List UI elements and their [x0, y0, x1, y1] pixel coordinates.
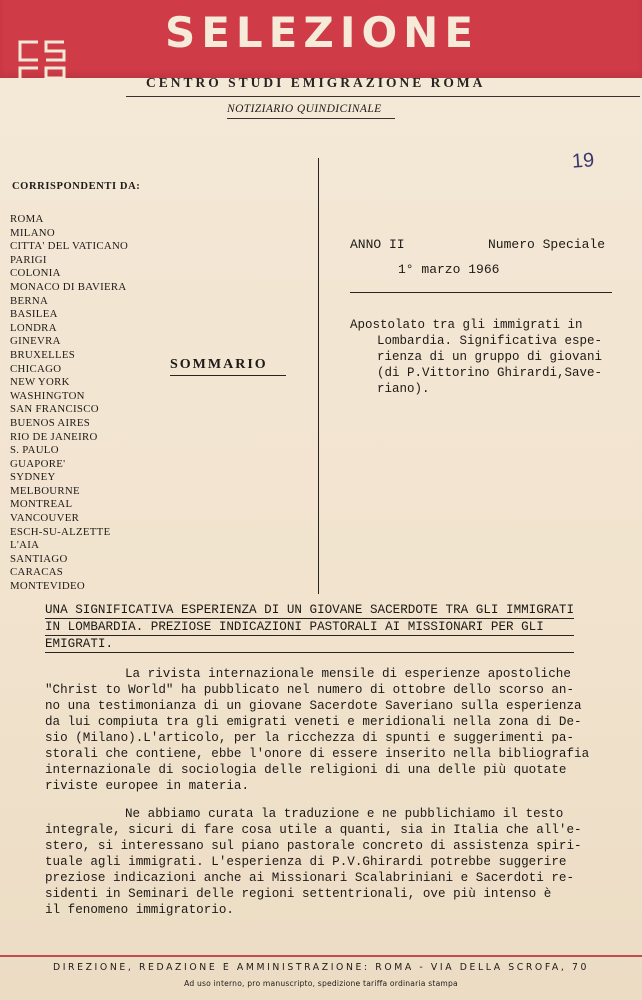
headline-line: UNA SIGNIFICATIVA ESPERIENZA DI UN GIOVANE SACERDOTE TRA GLI IMMIGRATI — [45, 603, 575, 617]
notiziario-label: NOTIZIARIO QUINDICINALE — [227, 103, 382, 115]
column-divider — [318, 158, 319, 594]
correspondent-city: ESCH-SU-ALZETTE — [10, 525, 111, 538]
notiziario-rule — [227, 118, 395, 119]
header-rule — [126, 96, 640, 97]
paragraph-line: "Christ to World" ha pubblicato nel numero di ottobre dello scorso an- — [45, 683, 575, 697]
paragraph-line: il fenomeno immigratorio. — [45, 903, 234, 917]
paragraph-line: no una testimonianza di un giovane Sacerdote Saveriano sulla esperienza — [45, 699, 582, 713]
paragraph-line: Ne abbiamo curata la traduzione e ne pubblichiamo il testo — [125, 807, 564, 821]
correspondent-city: MILANO — [10, 226, 55, 239]
correspondent-city: S. PAULO — [10, 444, 59, 457]
correspondent-city: LONDRA — [10, 321, 57, 334]
correspondent-city: CITTA' DEL VATICANO — [10, 240, 129, 253]
correspondent-city: SAN FRANCISCO — [10, 403, 99, 416]
paragraph-line: riviste europee in materia. — [45, 779, 250, 793]
summary-text — [350, 317, 630, 397]
footer-note: Ad uso interno, pro manuscripto, spedizione tariffa ordinaria stampa — [184, 979, 458, 988]
paragraph-1 — [45, 666, 625, 794]
correspondent-city: VANCOUVER — [10, 512, 80, 525]
summary-line: Apostolato tra gli immigrati in — [350, 318, 583, 332]
paragraph-line: storali che contiene, ebbe l'onore di essere inserito nella bibliografia — [45, 747, 590, 761]
paragraph-line: sidenti in Seminari delle regioni settentrionali, ove più intenso è — [45, 887, 552, 901]
issue-number: Numero Speciale — [488, 237, 606, 252]
paragraph-line: internazionale di sociologia delle religioni di una delle più quotate — [45, 763, 567, 777]
correspondent-city: BRUXELLES — [10, 348, 76, 361]
paragraph-line: stero, si interessano sul piano pastorale concreto di assistenza spiri- — [45, 839, 582, 853]
correspondent-city: GUAPORE' — [10, 457, 66, 470]
correspondent-city: BERNA — [10, 294, 49, 307]
correspondent-city: BUENOS AIRES — [10, 416, 91, 429]
paragraph-line: integrale, sicuri di fare cosa utile a quanti, sia in Italia che all'e- — [45, 823, 582, 837]
publication-title: SELEZIONE — [164, 8, 480, 57]
header-banner — [0, 0, 642, 78]
article-headline — [45, 602, 574, 653]
sommario-heading: SOMMARIO — [170, 357, 268, 372]
correspondent-city: COLONIA — [10, 267, 61, 280]
correspondent-city: CHICAGO — [10, 362, 62, 375]
correspondent-city: MONACO DI BAVIERA — [10, 280, 127, 293]
correspondent-city: CARACAS — [10, 566, 64, 579]
footer-rule — [0, 955, 642, 957]
correspondents-title: CORRISPONDENTI DA: — [12, 181, 141, 192]
summary-line: Lombardia. Significativa espe- — [377, 334, 603, 348]
issue-rule — [350, 292, 612, 293]
paragraph-line: sio (Milano).L'articolo, per la ricchezza di spunti e suggerimenti pa- — [45, 731, 575, 745]
headline-line: EMIGRATI. — [45, 636, 574, 653]
centro-studi-label: CENTRO STUDI EMIGRAZIONE ROMA — [146, 75, 486, 90]
correspondent-city: BASILEA — [10, 308, 58, 321]
summary-line: riano). — [377, 382, 430, 396]
issue-year: ANNO II — [350, 237, 405, 252]
issue-date: 1° marzo 1966 — [398, 262, 500, 277]
headline-line: IN LOMBARDIA. PREZIOSE INDICAZIONI PASTORALI AI MISSIONARI PER GLI — [45, 619, 574, 636]
correspondent-city: SANTIAGO — [10, 552, 68, 565]
handwritten-number: 19 — [571, 149, 595, 173]
correspondent-city: ROMA — [10, 213, 44, 225]
sommario-underline — [170, 375, 286, 376]
correspondent-city: NEW YORK — [10, 376, 70, 389]
article-body — [45, 666, 625, 918]
correspondent-city: SYDNEY — [10, 471, 56, 484]
footer-address: DIREZIONE, REDAZIONE E AMMINISTRAZIONE: ROMA - VIA DELLA SCROFA, 70 — [52, 962, 590, 973]
paragraph-line: tuale agli immigrati. L'esperienza di P.V.Ghirardi potrebbe suggerire — [45, 855, 567, 869]
paragraph-2 — [45, 806, 625, 918]
correspondent-city: WASHINGTON — [10, 389, 85, 402]
correspondents-list — [10, 213, 128, 594]
correspondent-city: PARIGI — [10, 253, 47, 266]
paragraph-line: La rivista internazionale mensile di esperienze apostoliche — [125, 667, 571, 681]
paragraph-line: preziose indicazioni anche ai Missionari Scalabriniani e Sacerdoti re- — [45, 871, 575, 885]
paragraph-line: da lui compiuta tra gli emigrati veneti e meridionali nella zona di De- — [45, 715, 582, 729]
csser-logo-icon — [16, 38, 86, 96]
correspondent-city: MONTEVIDEO — [10, 580, 85, 593]
summary-line: rienza di un gruppo di giovani — [377, 350, 603, 364]
correspondent-city: RIO DE JANEIRO — [10, 430, 98, 443]
correspondent-city: L'AIA — [10, 539, 40, 552]
correspondent-city: GINEVRA — [10, 335, 61, 348]
correspondent-city: MONTREAL — [10, 498, 73, 511]
correspondent-city: MELBOURNE — [10, 484, 80, 497]
summary-line: (di P.Vittorino Ghirardi,Save- — [377, 366, 603, 380]
